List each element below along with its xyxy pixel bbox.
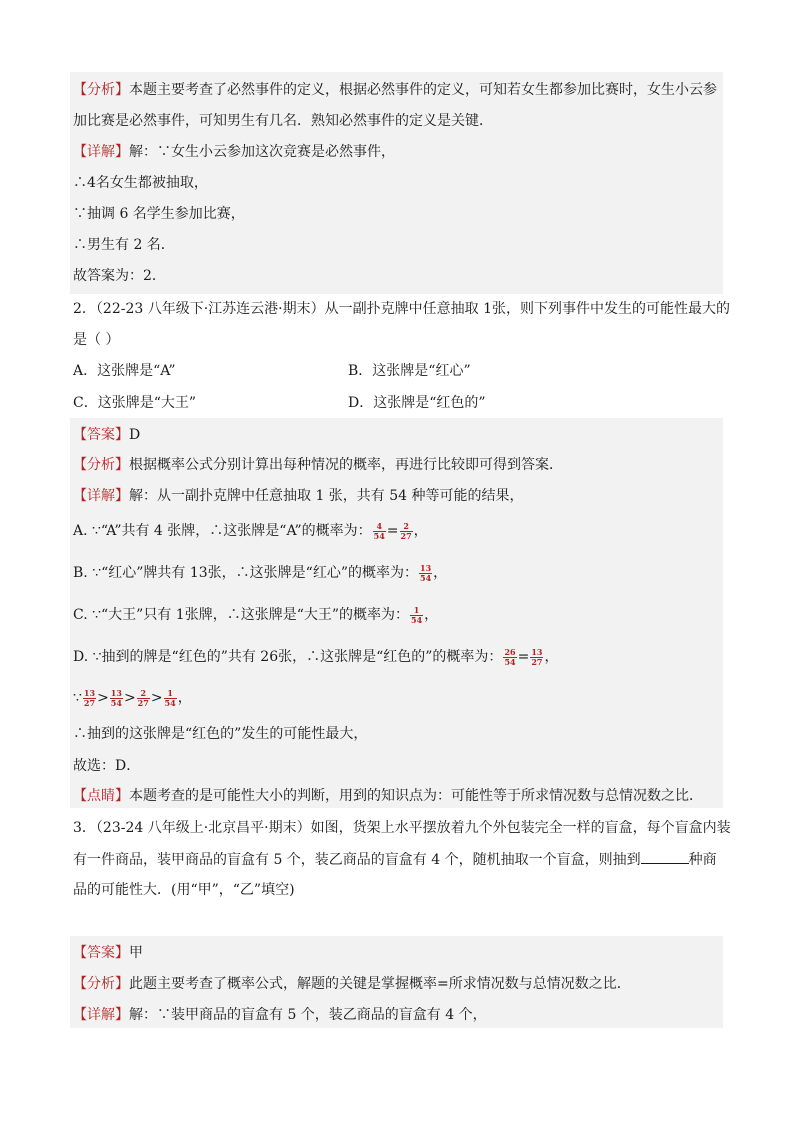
detail-text: 解：∵女生小云参加这次竞赛是必然事件，: [129, 144, 395, 160]
denominator: 27: [531, 656, 543, 667]
answer-text: D: [129, 427, 141, 443]
question-2-stem-1: [73, 299, 730, 319]
choose-text: 故选：D．: [73, 758, 141, 774]
detail-line-1: [73, 486, 524, 506]
numerator: 13: [83, 687, 96, 698]
denominator: 27: [400, 530, 412, 541]
numerator: 2: [400, 522, 413, 532]
detail-text: ∴4名女生都被抽取，: [73, 175, 208, 191]
punctuation: ，: [544, 649, 559, 665]
equals-sign: =: [386, 523, 399, 539]
analysis-tag: 【分析】: [73, 82, 129, 98]
detail-text: D. ∵抽到的牌是“红色的”共有 26张，∴这张牌是“红色的”的概率为：: [73, 649, 503, 665]
punctuation: ，: [424, 607, 439, 623]
fraction: [530, 648, 543, 667]
punctuation: ，: [177, 690, 192, 706]
detail-text: C. ∵“大王”只有 1张牌，∴这张牌是“大王”的概率为：: [73, 607, 410, 623]
conclusion-text: ∴抽到的这张牌是“红色的”发生的可能性最大，: [73, 726, 368, 742]
analysis-text: 加比赛是必然事件，可知男生有几名．熟知必然事件的定义是关键．: [73, 113, 493, 129]
detail-line-a: [73, 521, 428, 541]
numerator: 13: [420, 562, 432, 573]
choose-line: [73, 756, 140, 776]
numerator: 1: [410, 606, 423, 616]
question-3-stem-3: [73, 880, 295, 900]
analysis-line: [73, 974, 631, 994]
numerator: 26: [504, 646, 516, 657]
fraction: [83, 689, 96, 708]
greater-sign: >: [150, 690, 163, 706]
answer-text: 甲: [129, 945, 143, 961]
numerator: 13: [531, 646, 543, 657]
detail-text: 解：从一副扑克牌中任意抽取 1 张，共有 54 种等可能的结果，: [129, 488, 524, 504]
question-text: 种商: [688, 852, 717, 868]
question-3-stem-2: [73, 849, 717, 870]
fill-blank: [641, 849, 689, 864]
answer-tag: 【答案】: [73, 945, 129, 961]
detail-tag: 【详解】: [73, 144, 129, 160]
analysis-text: 根据概率公式分别计算出每种情况的概率，再进行比较即可得到答案．: [129, 457, 563, 473]
greater-sign: >: [123, 690, 136, 706]
answer-line: [73, 425, 140, 445]
remark-tag: 【点睛】: [73, 788, 129, 804]
detail-line-1: [73, 142, 395, 162]
detail-line-1: [73, 1005, 487, 1025]
greater-sign: >: [97, 690, 109, 706]
detail-line-c: [73, 605, 438, 625]
detail-text: A. ∵“A”共有 4 张牌，∴这张牌是“A”的概率为：: [73, 523, 372, 539]
denominator: 54: [420, 572, 432, 583]
answer-text: 故答案为：2．: [73, 268, 166, 284]
answer-line: [73, 266, 166, 286]
analysis-line-1: [73, 80, 717, 100]
fraction: [410, 606, 423, 625]
question-text: 有一件商品，装甲商品的盲盒有 5 个，装乙商品的盲盒有 4 个，随机抽取一个盲盒，则抽到: [73, 852, 641, 868]
answer-line: [73, 943, 143, 963]
numerator: 2: [137, 689, 150, 699]
detail-line-d: [73, 647, 558, 667]
remark-line: [73, 786, 703, 806]
option-a: A．这张牌是“A”: [73, 363, 176, 379]
denominator: 54: [110, 697, 122, 708]
fraction: [373, 522, 386, 541]
analysis-tag: 【分析】: [73, 976, 129, 992]
denominator: 54: [411, 614, 423, 625]
punctuation: ，: [413, 523, 428, 539]
detail-line-4: [73, 235, 175, 255]
conclusion-line: [73, 724, 367, 744]
detail-text: B. ∵“红心”牌共有 13张，∴这张牌是“红心”的概率为：: [73, 565, 418, 581]
comparison-line: [73, 688, 192, 708]
option-b: B．这张牌是“红心”: [348, 363, 471, 379]
numerator: 1: [164, 689, 177, 699]
remark-text: 本题考查的是可能性大小的判断，用到的知识点为：可能性等于所求情况数与总情况数之比．: [129, 788, 703, 804]
option-d: D．这张牌是“红色的”: [348, 395, 486, 411]
question-text: 3．（23-24 八年级上·北京昌平·期末）如图，货架上水平摆放着九个外包装完全一样的盲盒，每个盲盒内装: [73, 820, 731, 836]
numerator: 13: [110, 687, 122, 698]
detail-line-2: [73, 173, 208, 193]
denominator: 54: [373, 530, 385, 541]
question-3-stem-1: [73, 818, 731, 838]
denominator: 27: [83, 697, 96, 708]
question-text: 2．（22-23 八年级下·江苏连云港·期末）从一副扑克牌中任意抽取 1张，则下列事件中发生的可能性最大的: [73, 301, 730, 317]
detail-tag: 【详解】: [73, 1007, 129, 1023]
fraction: [137, 689, 150, 708]
option-c: C．这张牌是“大王”: [73, 395, 197, 411]
punctuation: ，: [433, 565, 448, 581]
detail-text: ∴男生有 2 名．: [73, 237, 175, 253]
detail-tag: 【详解】: [73, 488, 129, 504]
analysis-line-2: [73, 111, 493, 131]
because-symbol: ∵: [73, 690, 82, 706]
analysis-line: [73, 455, 563, 475]
fraction: [503, 648, 516, 667]
analysis-text: 本题主要考查了必然事件的定义，根据必然事件的定义，可知若女生都参加比赛时，女生小云参: [129, 82, 717, 98]
answer-tag: 【答案】: [73, 427, 129, 443]
question-text: 是（ ）: [73, 332, 120, 348]
denominator: 54: [164, 697, 176, 708]
analysis-tag: 【分析】: [73, 457, 129, 473]
numerator: 4: [373, 522, 386, 532]
analysis-text: 此题主要考查了概率公式，解题的关键是掌握概率=所求情况数与总情况数之比．: [129, 976, 631, 992]
question-text: 品的可能性大．(用“甲”，“乙”填空): [73, 882, 295, 898]
detail-text: 解：∵装甲商品的盲盒有 5 个，装乙商品的盲盒有 4 个，: [129, 1007, 487, 1023]
detail-line-b: [73, 563, 447, 583]
denominator: 27: [137, 697, 149, 708]
fraction: [110, 689, 123, 708]
detail-line-3: [73, 204, 245, 224]
fraction: [400, 522, 413, 541]
question-2-stem-2: [73, 330, 119, 350]
fraction: [419, 564, 432, 583]
detail-text: ∵抽调 6 名学生参加比赛，: [73, 206, 245, 222]
fraction: [164, 689, 177, 708]
denominator: 54: [504, 656, 516, 667]
equals-sign: =: [517, 649, 530, 665]
